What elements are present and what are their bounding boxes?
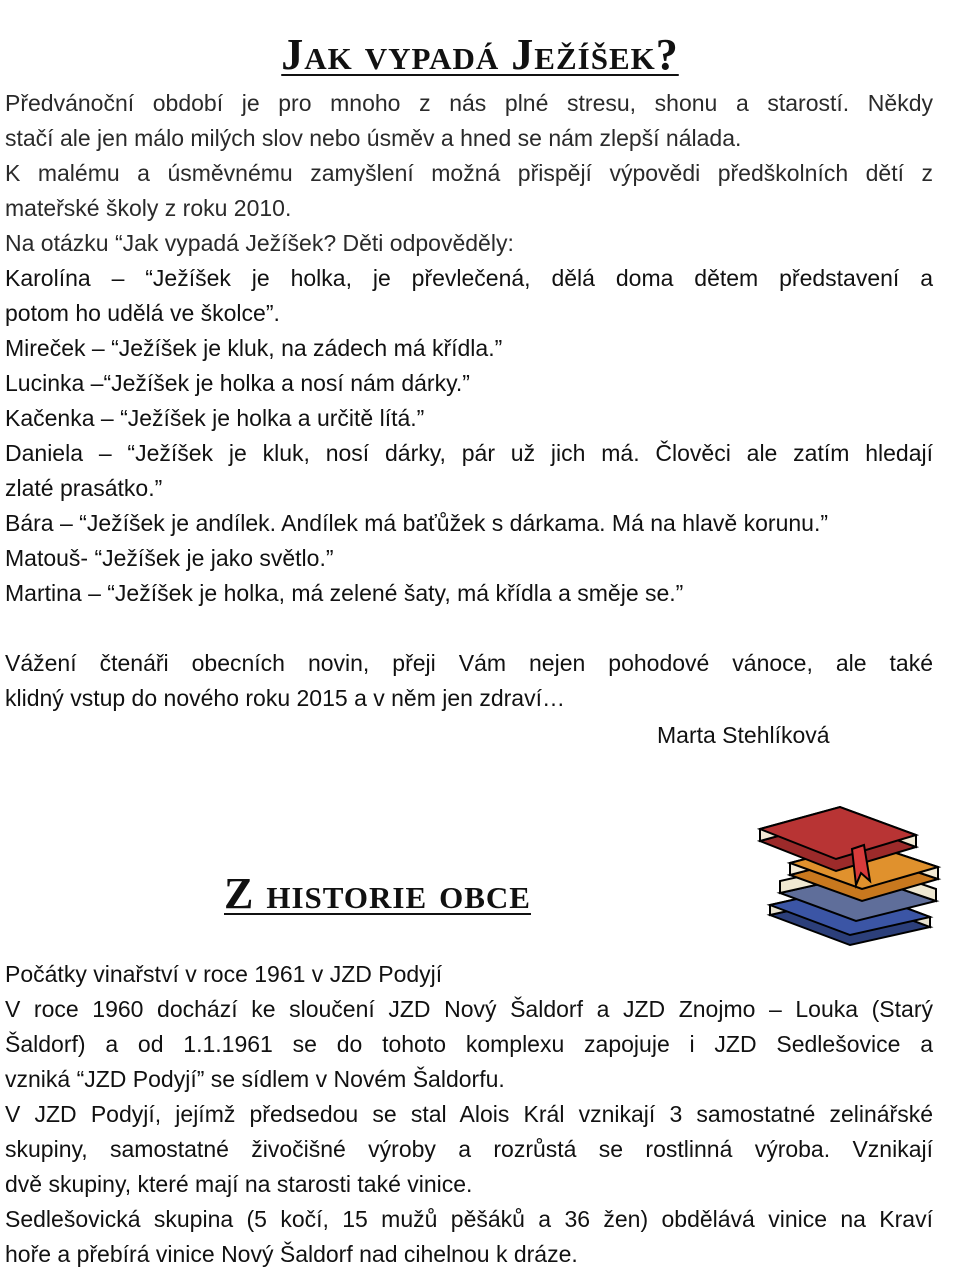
article-title-jak-vypada-jezisek: Jak vypadá Ježíšek? [281, 30, 679, 80]
answer-line: Daniela – “Ježíšek je kluk, nosí dárky, pár už jich má. Člověci ale zatím hledají [5, 440, 933, 466]
history-line: vzniká “JZD Podyjí” se sídlem v Novém Šaldorfu. [5, 1066, 505, 1092]
history-line: Sedlešovická skupina (5 kočí, 15 mužů pěšáků a 36 žen) obdělává vinice na Kraví [5, 1206, 933, 1232]
history-line: Počátky vinařství v roce 1961 v JZD Podyjí [5, 961, 443, 987]
answer-line: potom ho udělá ve školce”. [5, 300, 280, 326]
article-title-z-historie-obce: Z historie obce [224, 868, 531, 918]
history-line: Šaldorf) a od 1.1.1961 se do tohoto komplexu zapojuje i JZD Sedlešovice a [5, 1031, 933, 1057]
answer-line: Martina – “Ježíšek je holka, má zelené šaty, má křídla a směje se.” [5, 580, 684, 606]
greeting-paragraph [5, 646, 933, 716]
history-line: dvě skupiny, které mají na starosti také vinice. [5, 1171, 473, 1197]
greeting-line: klidný vstup do nového roku 2015 a v něm jen zdraví… [5, 685, 565, 711]
answer-line: Mireček – “Ježíšek je kluk, na zádech má křídla.” [5, 335, 503, 361]
answer-line: Bára – “Ježíšek je andílek. Andílek má baťůžek s dárkama. Má na hlavě korunu.” [5, 510, 828, 536]
history-line: V roce 1960 dochází ke sloučení JZD Nový Šaldorf a JZD Znojmo – Louka (Starý [5, 996, 933, 1022]
intro-line: Předvánoční období je pro mnoho z nás plné stresu, shonu a starostí. Někdy [5, 90, 933, 116]
children-answers [5, 261, 933, 611]
books-icon [740, 797, 950, 947]
history-line: hoře a přebírá vinice Nový Šaldorf nad cihelnou k dráze. [5, 1241, 578, 1267]
intro-line: mateřské školy z roku 2010. [5, 195, 292, 221]
greeting-line: Vážení čtenáři obecních novin, přeji Vám nejen pohodové vánoce, ale také [5, 650, 933, 676]
history-line: skupiny, samostatné živočišné výroby a rozrůstá se rostlinná výroba. Vznikají [5, 1136, 933, 1162]
intro-paragraph [5, 86, 933, 261]
author-signature: Marta Stehlíková [657, 722, 830, 748]
history-line: V JZD Podyjí, jejímž předsedou se stal Alois Král vznikají 3 samostatné zelinářské [5, 1101, 933, 1127]
intro-line: K malému a úsměvnému zamyšlení možná přispějí výpovědi předškolních dětí z [5, 160, 933, 186]
history-paragraph [5, 957, 933, 1272]
answer-line: Matouš- “Ježíšek je jako světlo.” [5, 545, 334, 571]
answer-line: Karolína – “Ježíšek je holka, je převlečená, dělá doma dětem představení a [5, 265, 933, 291]
answer-line: zlaté prasátko.” [5, 475, 163, 501]
intro-line: Na otázku “Jak vypadá Ježíšek? Děti odpověděly: [5, 230, 514, 256]
answer-line: Lucinka –“Ježíšek je holka a nosí nám dárky.” [5, 370, 470, 396]
answer-line: Kačenka – “Ježíšek je holka a určitě lítá.” [5, 405, 425, 431]
intro-line: stačí ale jen málo milých slov nebo úsměv a hned se nám zlepší nálada. [5, 125, 742, 151]
